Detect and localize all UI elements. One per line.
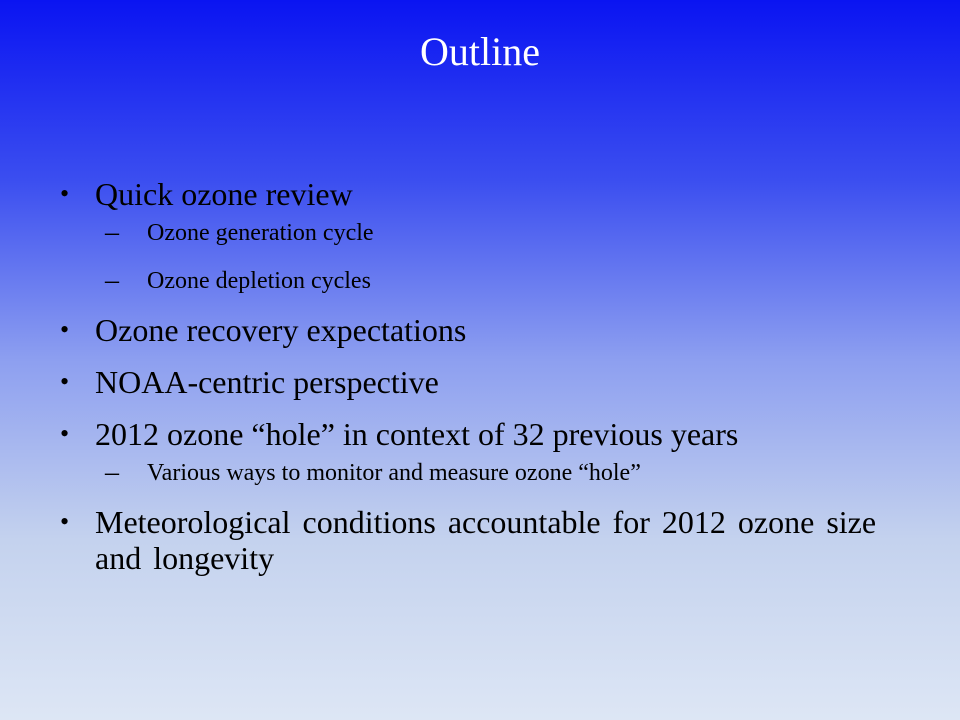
outline-list bbox=[60, 176, 920, 592]
bullet-icon: • bbox=[60, 367, 70, 396]
sub-item-text: Various ways to monitor and measure ozone “hole” bbox=[147, 460, 641, 486]
bullet-item-meteorological-conditions bbox=[60, 504, 920, 576]
bullet-text: Meteorological conditions accountable for 2012 ozone size and longevity bbox=[95, 504, 877, 576]
bullet-text: Quick ozone review bbox=[95, 176, 353, 212]
dash-icon: – bbox=[105, 217, 119, 248]
bullet-icon: • bbox=[60, 507, 70, 536]
sub-list bbox=[95, 218, 920, 296]
sub-item-monitor-measure-ozone-hole bbox=[105, 458, 920, 488]
slide-title: Outline bbox=[420, 29, 540, 74]
bullet-icon: • bbox=[60, 315, 70, 344]
bullet-item-ozone-recovery-expectations bbox=[60, 312, 920, 348]
dash-icon: – bbox=[105, 457, 119, 488]
dash-icon: – bbox=[105, 265, 119, 296]
sub-list bbox=[95, 458, 920, 488]
sub-item-text: Ozone generation cycle bbox=[147, 220, 374, 246]
bullet-text: Ozone recovery expectations bbox=[95, 312, 467, 348]
bullet-icon: • bbox=[60, 179, 70, 208]
bullet-text: 2012 ozone “hole” in context of 32 previous years bbox=[95, 416, 739, 452]
bullet-icon: • bbox=[60, 419, 70, 448]
bullet-item-quick-ozone-review bbox=[60, 176, 920, 296]
bullet-item-noaa-centric-perspective bbox=[60, 364, 920, 400]
bullet-item-2012-ozone-hole-context bbox=[60, 416, 920, 488]
bullet-text: NOAA-centric perspective bbox=[95, 364, 439, 400]
sub-item-ozone-generation-cycle bbox=[105, 218, 920, 248]
sub-item-ozone-depletion-cycles bbox=[105, 266, 920, 296]
sub-item-text: Ozone depletion cycles bbox=[147, 268, 371, 294]
